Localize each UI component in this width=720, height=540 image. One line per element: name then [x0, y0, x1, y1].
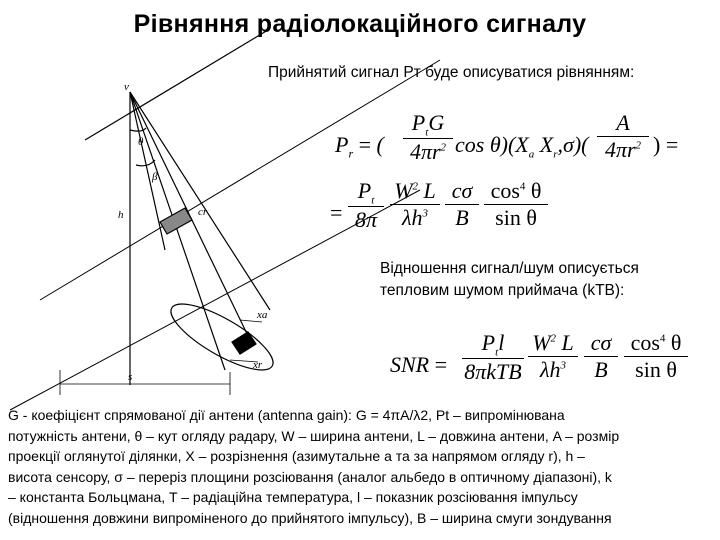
equation-received-power-expanded: = $P_t$ 8π $W^2$ L $\lambda h^3$ cσ B $\cos^4 \theta$ sin θ [330, 178, 560, 238]
snr-intro: Відношення сигнал/шум описується тепловим шумом приймача (kTB): [380, 260, 639, 299]
equation-snr: SNR = $P_tl$ 8πkTB $W^2$ L $\lambda h^3$ cσ B $\cos^4 \theta$ sin θ [390, 330, 715, 390]
label-cr: cr [198, 206, 208, 218]
label-xa: xa [257, 309, 268, 321]
cross-range-cell [160, 208, 192, 234]
beam-edge-far [130, 92, 270, 310]
flight-line [85, 30, 268, 140]
definition-line: G - коефіцієнт спрямованої дії антени (antenna gain): G = 4πA/λ2, Pt – випромінювана [8, 407, 565, 423]
variable-definitions [8, 405, 714, 529]
label-theta: θ [138, 136, 144, 148]
definition-line: потужність антени, θ – кут огляду радару, W – ширина антени, L – довжина антени, A – розмір [8, 427, 620, 444]
label-h: h [118, 209, 124, 221]
received-signal-intro: Прийнятий сигнал Pт буде описуватися рівнянням: [268, 64, 635, 81]
label-beta: β [152, 171, 158, 183]
footprint-ellipse [163, 292, 281, 381]
slide-title: Рівняння радіолокаційного сигналу [133, 10, 587, 38]
definition-line: (відношення довжини випроміненого до прийнятого імпульсу), B – ширина смуги зондування [8, 509, 612, 526]
beam-edge-near [130, 92, 225, 370]
label-xr: xr [253, 359, 263, 371]
beam-inner [130, 92, 165, 250]
equation-received-power: $P_r$ = ( $P_tG$ $4\pi r^2$ $\cos \theta)(X_a$ $X_r,\sigma$)( A $4\pi r^2$ ) = [335, 110, 679, 165]
label-s: s [128, 371, 133, 383]
definition-line: висота сенсору, σ – переріз площини розсіювання (аналог альбедо в оптичному діапазоні), k [8, 468, 612, 485]
label-v: v [124, 81, 129, 93]
definition-line: проекції оглянутої ділянки, X – розрізнення (азимутальне a та за напрямом огляду r), h – [8, 448, 585, 465]
definition-line: – константа Больцмана, T – радіаційна температура, l – показник розсіювання імпульсу [8, 489, 578, 506]
